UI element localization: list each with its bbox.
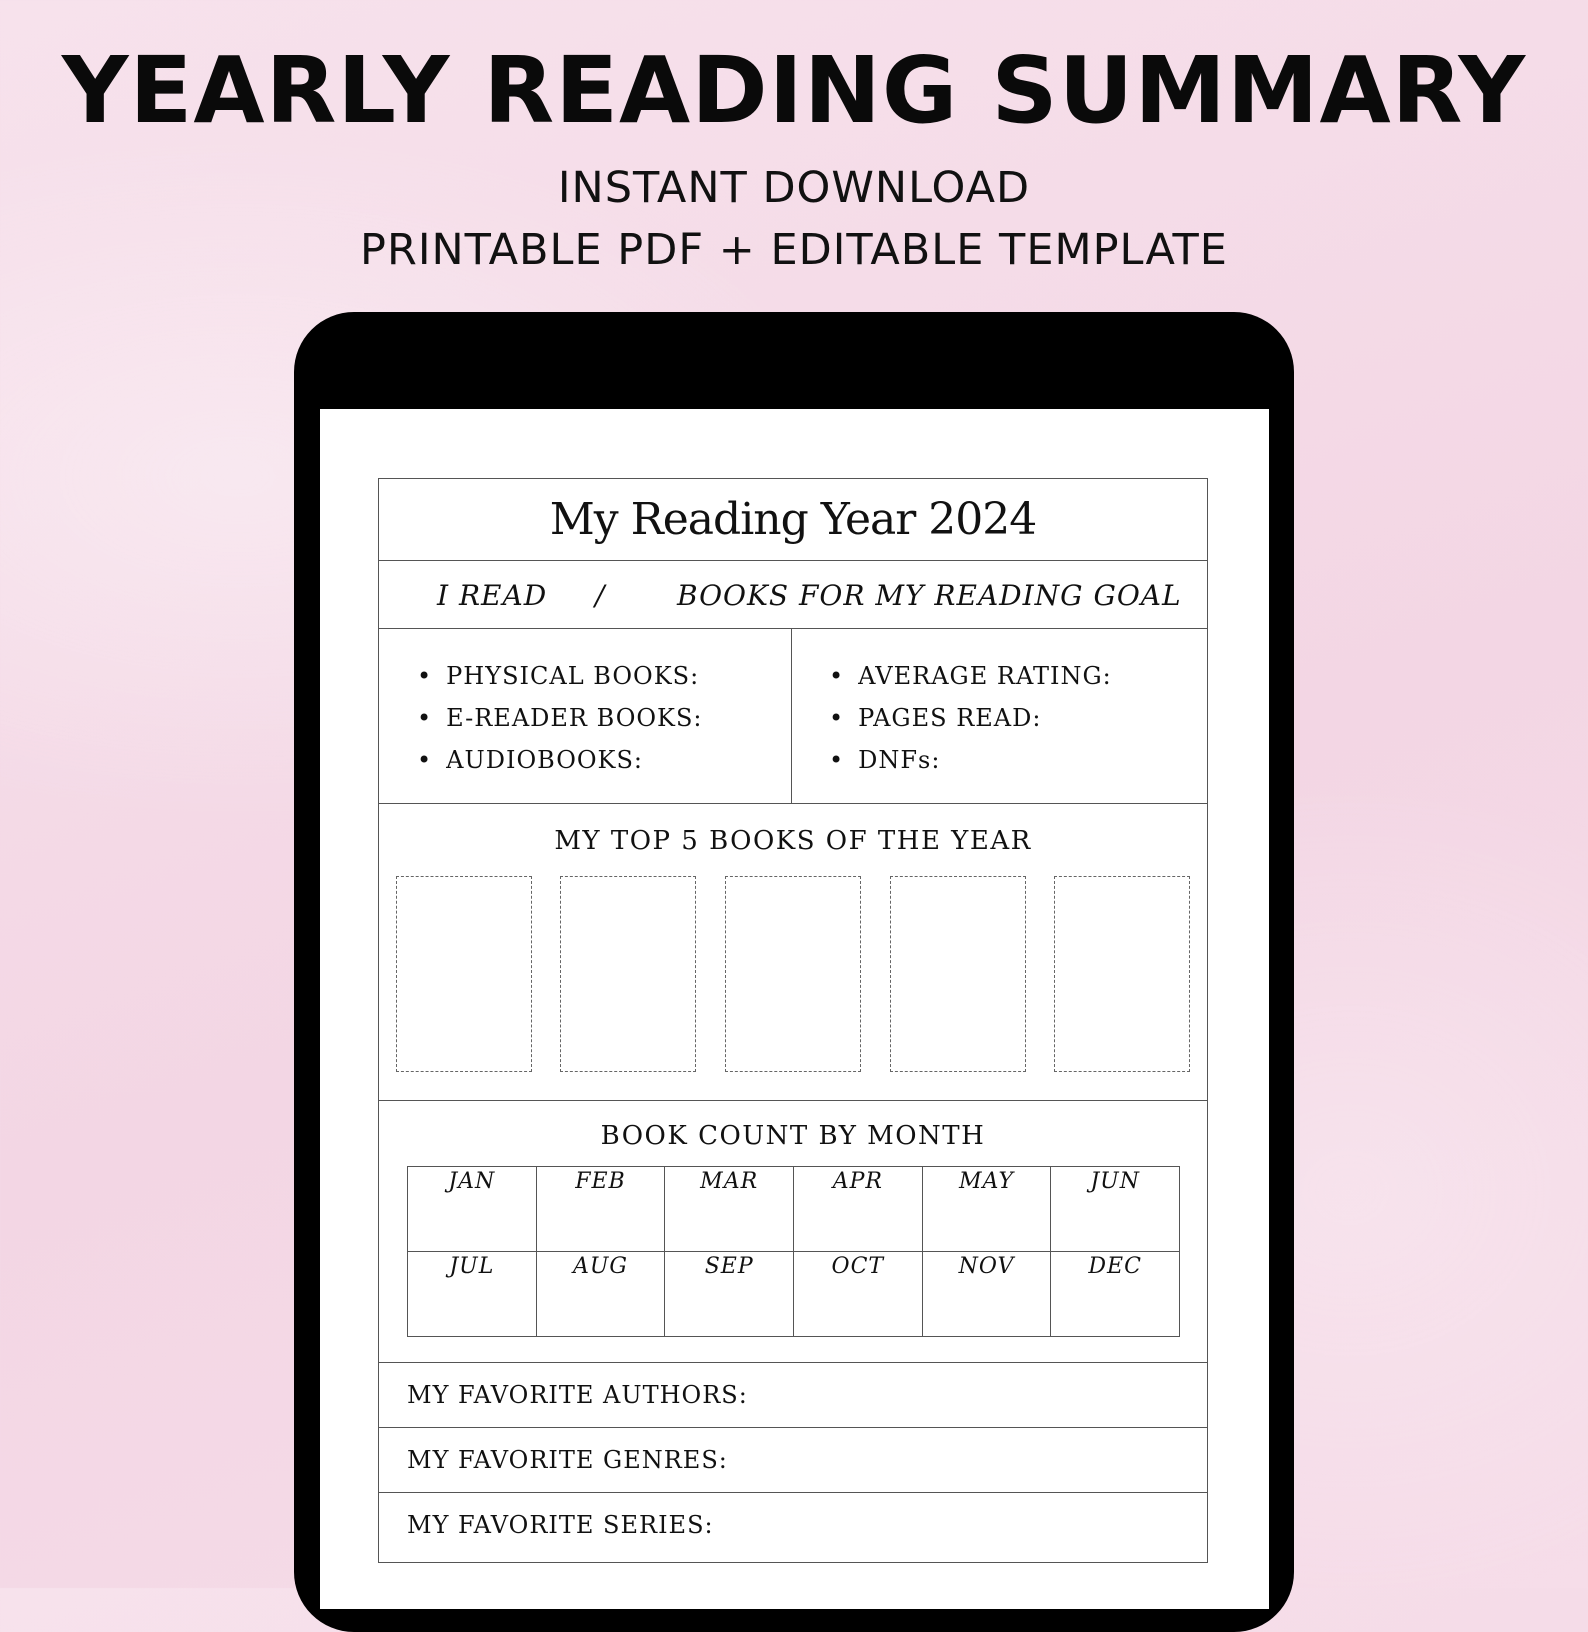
month-cell-aug: AUG	[537, 1252, 666, 1337]
stat-pages-read: • PAGES READ:	[829, 697, 1112, 739]
month-cell-sep: SEP	[665, 1252, 794, 1337]
stat-physical-books: • PHYSICAL BOOKS:	[417, 655, 703, 697]
sheet-title: My Reading Year 2024	[549, 494, 1037, 545]
goal-read-label: I READ	[437, 579, 548, 612]
favorite-series-row	[379, 1493, 1207, 1558]
stats-row	[379, 629, 1207, 804]
month-cell-mar: MAR	[665, 1167, 794, 1252]
book-slot-1	[396, 876, 532, 1072]
goal-separator: /	[595, 579, 606, 612]
top5-section	[379, 804, 1207, 1101]
month-cell-jun: JUN	[1051, 1167, 1180, 1252]
month-cell-jan: JAN	[408, 1167, 537, 1252]
month-cell-feb: FEB	[537, 1167, 666, 1252]
book-count-section	[379, 1101, 1207, 1363]
headline: YEARLY READING SUMMARY	[61, 37, 1527, 144]
month-cell-nov: NOV	[923, 1252, 1052, 1337]
book-slot-3	[725, 876, 861, 1072]
subline-formats: PRINTABLE PDF + EDITABLE TEMPLATE	[360, 225, 1228, 275]
favorite-authors-label: MY FAVORITE AUTHORS:	[407, 1381, 748, 1409]
stat-ereader-books: • E-READER BOOKS:	[417, 697, 703, 739]
month-cell-jul: JUL	[408, 1252, 537, 1337]
book-slot-5	[1054, 876, 1190, 1072]
month-cell-oct: OCT	[794, 1252, 923, 1337]
book-slot-2	[560, 876, 696, 1072]
goal-books-label: BOOKS FOR MY READING GOAL	[677, 579, 1182, 612]
top5-title: MY TOP 5 BOOKS OF THE YEAR	[554, 826, 1032, 856]
sheet-title-row	[379, 479, 1207, 561]
favorite-genres-row	[379, 1428, 1207, 1493]
stat-average-rating: • AVERAGE RATING:	[829, 655, 1112, 697]
reading-goal-row	[379, 561, 1207, 629]
stats-right-column	[791, 629, 1207, 803]
month-grid	[407, 1166, 1180, 1337]
subline-instant-download: INSTANT DOWNLOAD	[557, 163, 1031, 213]
favorite-authors-row	[379, 1363, 1207, 1428]
favorite-series-label: MY FAVORITE SERIES:	[407, 1511, 714, 1539]
favorite-genres-label: MY FAVORITE GENRES:	[407, 1446, 728, 1474]
month-cell-dec: DEC	[1051, 1252, 1180, 1337]
stat-audiobooks: • AUDIOBOOKS:	[417, 739, 703, 781]
book-slot-4	[890, 876, 1026, 1072]
month-cell-apr: APR	[794, 1167, 923, 1252]
reading-summary-sheet	[378, 478, 1208, 1563]
book-count-title: BOOK COUNT BY MONTH	[600, 1121, 986, 1151]
stats-left-column	[379, 629, 792, 803]
stat-dnfs: • DNFs:	[829, 739, 1112, 781]
month-cell-may: MAY	[923, 1167, 1052, 1252]
